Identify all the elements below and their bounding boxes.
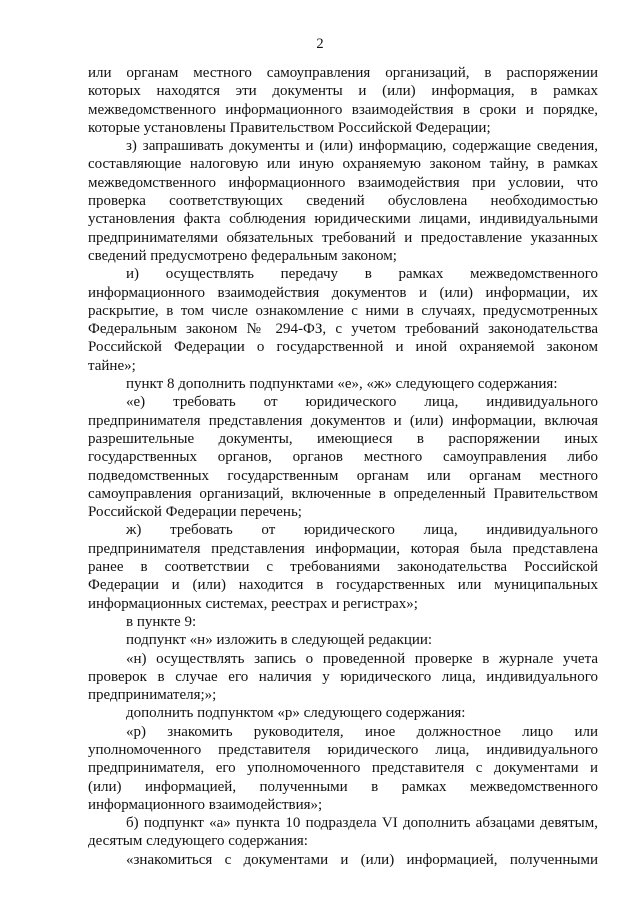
text-line: «р) знакомить руководителя, иное должностное лицо или [126, 723, 598, 740]
text-line: ж) требовать от юридического лица, индивидуального [126, 522, 598, 539]
text-line: сведений предусмотрено федеральным законом; [88, 247, 397, 264]
text-line: которые установлены Правительством Российской Федерации; [88, 119, 491, 136]
text-line: Российской Федерации перечень; [88, 504, 302, 521]
text-line: «е) требовать от юридического лица, индивидуального [126, 394, 598, 411]
text-line: информационного взаимодействия»; [88, 796, 323, 813]
text-line: проверка соответствующих сведений обусловлена необходимостью [88, 193, 598, 210]
text-line: в пункте 9: [126, 613, 197, 630]
text-line: межведомственного информационного взаимодействия в сроки и порядке, [88, 101, 598, 118]
text-line: Российской Федерации о государственной и иной охраняемой законом [88, 339, 598, 356]
text-line: подпункт «н» изложить в следующей редакции: [126, 632, 433, 649]
text-line: и) осуществлять передачу в рамках межведомственного [126, 266, 598, 283]
text-line: проверок в случае его наличия у юридического лица, индивидуального [88, 668, 598, 685]
text-line: дополнить подпунктом «р» следующего содержания: [126, 705, 466, 722]
text-line: Федерации и (или) находится в государственных или муниципальных [88, 577, 598, 594]
text-line: тайне»; [88, 357, 136, 374]
text-line: десятым следующего содержания: [88, 833, 308, 850]
document-body [88, 64, 598, 869]
text-line: уполномоченного представителя юридического лица, индивидуального [88, 741, 598, 758]
text-line: государственных органов, органов местного самоуправления либо [88, 449, 598, 466]
text-line: предпринимателя;»; [88, 687, 217, 704]
text-line: предпринимателями обязательных требований и предоставление указанных [88, 229, 598, 246]
text-line: предпринимателя представления информации, которая была представлена [88, 540, 598, 557]
text-line: Федеральным законом № 294-ФЗ, с учетом требований законодательства [88, 321, 598, 338]
text-line: «н) осуществлять запись о проведенной проверке в журнале учета [126, 650, 598, 667]
text-line: раскрытие, в том числе ознакомление с ними в случаях, предусмотренных [88, 302, 598, 319]
text-line: разрешительные документы, имеющиеся в распоряжении иных [88, 430, 598, 447]
text-line: предпринимателя представления документов и (или) информации, включая [88, 412, 598, 429]
page-number: 2 [316, 36, 324, 52]
text-line: самоуправления организаций, включенные в определенный Правительством [88, 485, 598, 502]
text-line: (или) информацией, полученными в рамках межведомственного [88, 778, 598, 795]
text-line: информационных системах, реестрах и регистрах»; [88, 595, 418, 612]
text-line: или органам местного самоуправления организаций, в распоряжении [88, 65, 598, 81]
text-line: межведомственного информационного взаимодействия при условии, что [88, 174, 598, 191]
text-line: з) запрашивать документы и (или) информацию, содержащие сведения, [126, 138, 598, 155]
text-line: пункт 8 дополнить подпунктами «е», «ж» следующего содержания: [126, 376, 558, 393]
text-line: б) подпункт «а» пункта 10 подраздела VI дополнить абзацами девятым, [126, 815, 598, 832]
text-line: подведомственных государственным органам или органам местного [88, 467, 598, 484]
text-line: ранее в соответствии с требованиями законодательства Российской [88, 559, 598, 576]
text-line: предпринимателя, его уполномоченного представителя с документами и [88, 760, 598, 777]
text-line: «знакомиться с документами и (или) информацией, полученными [126, 851, 598, 868]
text-line: установления факта соблюдения юридическими лицами, индивидуальными [88, 211, 598, 228]
text-line: информационного взаимодействия документов и (или) информации, их [88, 284, 598, 301]
text-line: составляющие налоговую или иную охраняемую законом тайну, в рамках [88, 156, 598, 173]
text-line: которых находятся эти документы и (или) информация, в рамках [88, 83, 598, 100]
